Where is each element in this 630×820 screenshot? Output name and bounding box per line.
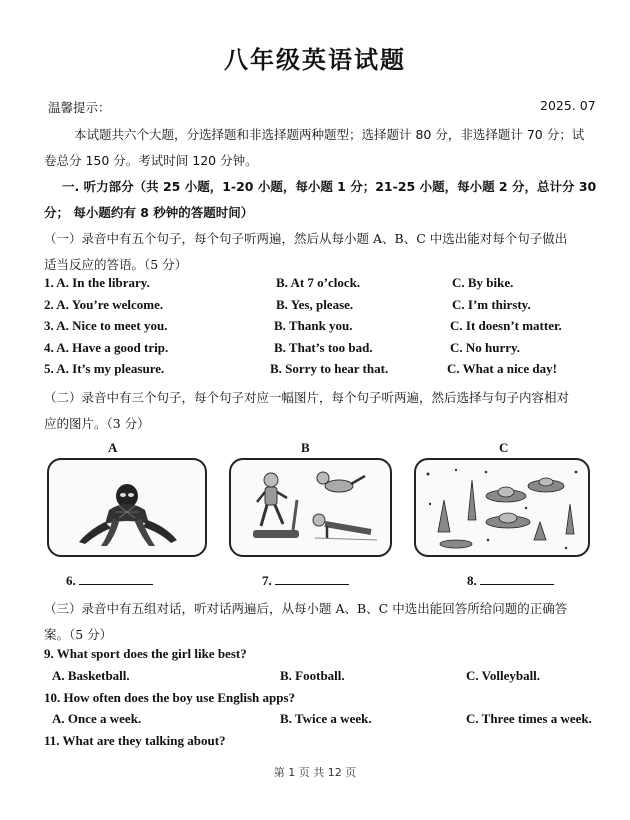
question-4-option-a: 4. A. Have a good trip. (44, 340, 169, 355)
answer-blank-7-line[interactable] (275, 572, 349, 585)
question-9-option-b: B. Football. (280, 668, 345, 683)
question-9-option-c: C. Volleyball. (466, 668, 541, 683)
question-1-option-a: 1. A. In the library. (44, 275, 150, 290)
exam-date: 2025. 07 (540, 98, 596, 113)
page-footer: 第 1 页 共 12 页 (273, 766, 357, 779)
spider-man-crouching-image (47, 458, 207, 557)
question-4-option-b: B. That’s too bad. (274, 340, 373, 355)
question-5-option-c: C. What a nice day! (447, 361, 557, 376)
question-5-option-b: B. Sorry to hear that. (270, 361, 389, 376)
picture-a-label: A (108, 440, 118, 455)
tip-label: 温馨提示： (48, 100, 111, 115)
question-9-text: 9. What sport does the girl like best? (44, 646, 247, 661)
answer-blank-8-line[interactable] (480, 572, 554, 585)
question-3-option-b: B. Thank you. (274, 318, 353, 333)
part1-heading-line-1: 一. 听力部分（共 25 小题，1-20 小题，每小题 1 分；21-25 小题，每小题 2 分，总计分 30 (62, 179, 597, 194)
question-2-option-a: 2. A. You’re welcome. (44, 297, 164, 312)
question-9-option-a: A. Basketball. (52, 668, 130, 683)
question-5-option-a: 5. A. It’s my pleasure. (44, 361, 165, 376)
question-2-option-c: C. I’m thirsty. (452, 297, 531, 312)
page-title: 八年级英语试题 (224, 46, 406, 74)
question-10-text: 10. How often does the boy use English apps? (44, 690, 296, 705)
answer-blank-8[interactable] (467, 572, 554, 589)
intro-line-1: 本试题共六个大题，分选择题和非选择题两种题型；选择题计 80 分，非选择题计 70 分；试 (74, 127, 585, 142)
question-1-option-c: C. By bike. (452, 275, 514, 290)
section1-instructions-line-1: （一）录音中有五个句子，每个句子听两遍，然后从每小题 A、B、C 中选出能对每个句子做出 (44, 231, 568, 246)
question-10-option-b: B. Twice a week. (280, 711, 372, 726)
section2-instructions-line-2: 应的图片。（3 分） (44, 416, 150, 431)
question-10-option-c: C. Three times a week. (466, 711, 592, 726)
answer-blank-7-number: 7. (262, 573, 272, 588)
picture-b-label: B (301, 440, 310, 455)
question-11-text: 11. What are they talking about? (44, 733, 226, 748)
section3-instructions-line-1: （三）录音中有五组对话，听对话两遍后，从每小题 A、B、C 中选出能回答所给问题的正确答 (44, 601, 568, 616)
question-3-option-a: 3. A. Nice to meet you. (44, 318, 168, 333)
exercise-running-pushup-image (229, 458, 392, 557)
section2-instructions-line-1: （二）录音中有三个句子，每个句子对应一幅图片，每个句子听两遍，然后选择与句子内容相对 (44, 390, 570, 405)
question-1-option-b: B. At 7 o’clock. (276, 275, 361, 290)
rockets-ufo-space-image (414, 458, 590, 557)
part1-heading-line-2: 分； 每小题约有 8 秒钟的答题时间） (44, 205, 254, 220)
question-3-option-c: C. It doesn’t matter. (450, 318, 562, 333)
answer-blank-7[interactable] (262, 572, 349, 589)
question-2-option-b: B. Yes, please. (276, 297, 354, 312)
answer-blank-8-number: 8. (467, 573, 477, 588)
answer-blank-6[interactable] (66, 572, 153, 589)
answer-blank-6-line[interactable] (79, 572, 153, 585)
section1-instructions-line-2: 适当反应的答语。（5 分） (44, 257, 188, 272)
intro-line-2: 卷总分 150 分。考试时间 120 分钟。 (44, 153, 258, 168)
question-10-option-a: A. Once a week. (52, 711, 142, 726)
picture-c-label: C (499, 440, 509, 455)
section3-instructions-line-2: 案。（5 分） (44, 627, 113, 642)
question-4-option-c: C. No hurry. (450, 340, 521, 355)
answer-blank-6-number: 6. (66, 573, 76, 588)
